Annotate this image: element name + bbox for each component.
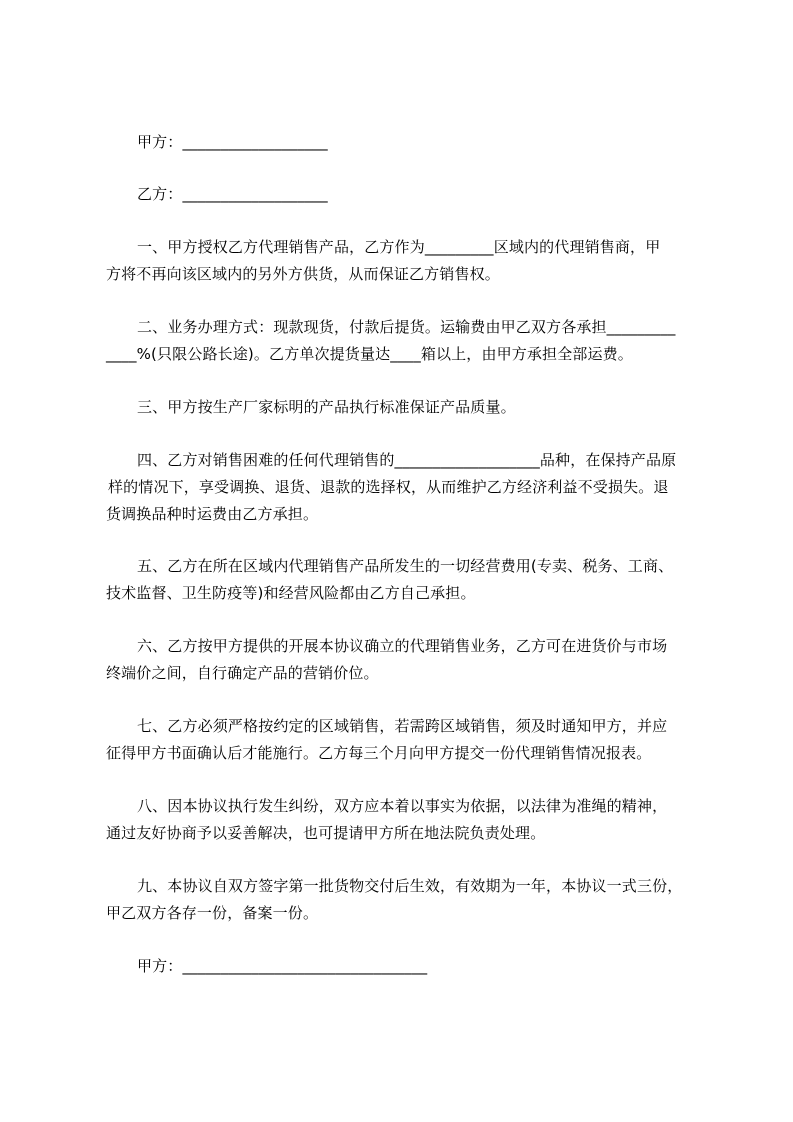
clause-6-line-1: 六、乙方按甲方提供的开展本协议确立的代理销售业务，乙方可在进货价与市场 (137, 637, 668, 655)
clause-8-line-2: 通过友好协商予以妥善解决，也可提请甲方所在地法院负责处理。 (106, 824, 546, 842)
clause-3-line-1: 三、甲方按生产厂家标明的产品执行标准保证产品质量。 (137, 398, 516, 416)
clause-7-line-1: 七、乙方必须严格按约定的区域销售，若需跨区域销售，须及时通知甲方，并应 (137, 717, 668, 735)
clause-2-line-1: 二、业务办理方式：现款现货，付款后提货。运输费由甲乙双方各承担_________ (137, 318, 676, 336)
party-b-signature-line: 乙方：___________________ (137, 185, 328, 203)
clause-1-line-1: 一、甲方授权乙方代理销售产品，乙方作为_________区域内的代理销售商，甲 (137, 238, 661, 256)
clause-1-line-2: 方将不再向该区域内的另外方供货，从而保证乙方销售权。 (106, 265, 500, 283)
clause-7-line-2: 征得甲方书面确认后才能施行。乙方每三个月向甲方提交一份代理销售情况报表。 (106, 744, 652, 762)
party-a-signature-line: 甲方：___________________ (137, 133, 328, 151)
clause-6-line-2: 终端价之间，自行确定产品的营销价位。 (106, 664, 379, 682)
clause-9-line-1: 九、本协议自双方签字第一批货物交付后生效，有效期为一年，本协议一式三份， (137, 877, 683, 895)
clause-9-line-2: 甲乙双方各存一份，备案一份。 (106, 904, 319, 922)
clause-4-line-3: 货调换品种时运费由乙方承担。 (106, 505, 319, 523)
clause-4-line-1: 四、乙方对销售困难的任何代理销售的___________________品种，在保持产品原 (137, 451, 677, 469)
clause-4-line-2: 样的情况下，享受调换、退货、退款的选择权，从而维护乙方经济利益不受损失。退 (108, 478, 669, 496)
clause-5-line-1: 五、乙方在所在区域内代理销售产品所发生的一切经营费用(专卖、税务、工商、 (137, 557, 674, 575)
party-a-bottom-signature-line: 甲方：________________________________ (137, 957, 428, 975)
clause-5-line-2: 技术监督、卫生防疫等)和经营风险都由乙方自己承担。 (106, 584, 476, 602)
clause-8-line-1: 八、因本协议执行发生纠纷，双方应本着以事实为依据，以法律为准绳的精神， (137, 797, 668, 815)
clause-2-line-2: ____%(只限公路长途)。乙方单次提货量达____箱以上，由甲方承担全部运费。 (106, 345, 633, 363)
